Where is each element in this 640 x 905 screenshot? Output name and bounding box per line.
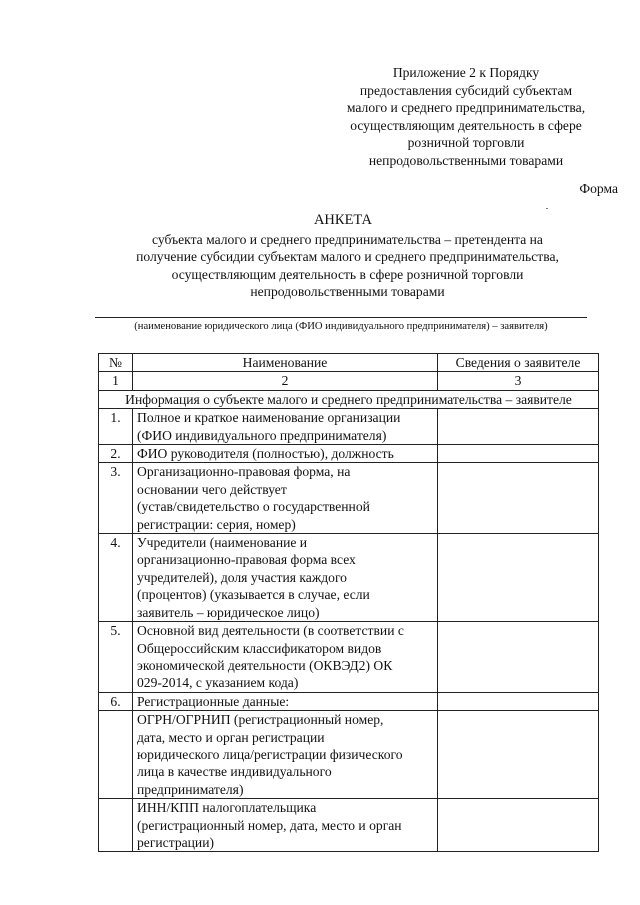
- field-name-line: ИНН/КПП налогоплательщика: [137, 800, 317, 816]
- row-field-name: [133, 622, 438, 693]
- row-field-name: [133, 445, 438, 463]
- questionnaire-table: [98, 353, 599, 852]
- column-index: 3: [438, 372, 599, 390]
- table-row: [99, 463, 599, 534]
- field-name-line: учредителей), доля участия каждого: [137, 569, 347, 585]
- header-name: Наименование: [133, 354, 438, 372]
- field-name-line: (процентов) (указывается в случае, если: [137, 587, 370, 603]
- row-field-name: [133, 409, 438, 445]
- applicant-value-cell[interactable]: [438, 692, 599, 710]
- field-name-line: (регистрационный номер, дата, место и орган: [137, 817, 402, 833]
- applicant-name-line[interactable]: [95, 317, 587, 318]
- field-name-line: экономической деятельности (ОКВЭД2) ОК: [137, 657, 393, 673]
- field-name-line: Организационно-правовая форма, на: [137, 464, 351, 480]
- field-name-line: регистрации): [137, 834, 215, 850]
- table-row: [99, 534, 599, 622]
- field-name-line: юридического лица/регистрации физического: [137, 746, 403, 762]
- document-subtitle: [60, 231, 635, 301]
- section-title: Информация о субъекте малого и среднего предпринимательства – заявителе: [99, 390, 599, 408]
- column-index: 2: [133, 372, 438, 390]
- table-header-row: [99, 354, 599, 372]
- field-name-line: ОГРН/ОГРНИП (регистрационный номер,: [137, 712, 384, 728]
- appendix-line: непродовольственными товарами: [368, 152, 564, 168]
- applicant-value-cell[interactable]: [438, 463, 599, 534]
- form-label: Форма: [579, 181, 618, 196]
- row-field-name: [133, 463, 438, 534]
- row-field-name: [133, 534, 438, 622]
- column-index: 1: [99, 372, 133, 390]
- field-name-line: (ФИО индивидуального предпринимателя): [137, 427, 387, 443]
- document-title: АНКЕТА: [313, 212, 373, 228]
- applicant-name-caption: (наименование юридического лица (ФИО индивидуального предпринимателя) – заявителя): [134, 321, 548, 332]
- row-number: 3.: [99, 463, 133, 534]
- appendix-line: малого и среднего предпринимательства,: [346, 100, 586, 116]
- field-name-line: лица в качестве индивидуального: [137, 764, 332, 780]
- row-field-name: [133, 692, 438, 710]
- field-name-line: заявитель – юридическое лицо): [137, 604, 320, 620]
- section-title-row: [99, 390, 599, 408]
- subtitle-line: субъекта малого и среднего предпринимательства – претендента на: [152, 232, 543, 247]
- table-row: [99, 622, 599, 693]
- table-row: [99, 409, 599, 445]
- applicant-value-cell[interactable]: [438, 711, 599, 799]
- subtitle-line: получение субсидии субъектам малого и среднего предпринимательства,: [136, 249, 559, 265]
- header-number: №: [99, 354, 133, 372]
- field-name-line: Основной вид деятельности (в соответствии с: [137, 623, 404, 639]
- row-field-name: [133, 799, 438, 852]
- field-name-line: дата, место и орган регистрации: [137, 729, 325, 745]
- appendix-line: розничной торговли: [407, 135, 525, 151]
- table-row: [99, 799, 599, 852]
- field-name-line: Общероссийским классификатором видов: [137, 640, 382, 656]
- appendix-line: осуществляющим деятельность в сфере: [350, 117, 582, 133]
- applicant-value-cell[interactable]: [438, 622, 599, 693]
- row-number: [99, 799, 133, 852]
- applicant-value-cell[interactable]: [438, 799, 599, 852]
- field-name-line: предпринимателя): [137, 781, 244, 797]
- subtitle-line: осуществляющим деятельность в сфере розничной торговли: [171, 266, 524, 282]
- column-index-row: [99, 372, 599, 390]
- field-name-line: основании чего действует: [137, 481, 287, 497]
- row-field-name: [133, 711, 438, 799]
- row-number: 5.: [99, 622, 133, 693]
- field-name-line: (устав/свидетельство о государственной: [137, 499, 370, 515]
- applicant-value-cell[interactable]: [438, 534, 599, 622]
- applicant-value-cell[interactable]: [438, 409, 599, 445]
- subtitle-line: непродовольственными товарами: [250, 284, 445, 300]
- field-name-line: 029-2014, с указанием кода): [137, 675, 299, 691]
- field-name-line: регистрации: серия, номер): [137, 516, 296, 532]
- appendix-header: [318, 64, 614, 170]
- field-name-line: Регистрационные данные:: [137, 693, 290, 709]
- table-row: [99, 692, 599, 710]
- field-name-line: ФИО руководителя (полностью), должность: [137, 446, 394, 462]
- row-number: 2.: [99, 445, 133, 463]
- table-row: [99, 445, 599, 463]
- applicant-value-cell[interactable]: [438, 445, 599, 463]
- scan-speck: [546, 208, 548, 209]
- field-name-line: Полное и краткое наименование организации: [137, 410, 401, 426]
- row-number: [99, 711, 133, 799]
- field-name-line: Учредители (наименование и: [137, 535, 308, 551]
- header-applicant-info: Сведения о заявителе: [438, 354, 599, 372]
- row-number: 4.: [99, 534, 133, 622]
- field-name-line: организационно-правовая форма всех: [137, 552, 356, 568]
- appendix-line: предоставления субсидий субъектам: [359, 82, 573, 98]
- row-number: 6.: [99, 692, 133, 710]
- appendix-line: Приложение 2 к Порядку: [392, 65, 540, 80]
- table-row: [99, 711, 599, 799]
- row-number: 1.: [99, 409, 133, 445]
